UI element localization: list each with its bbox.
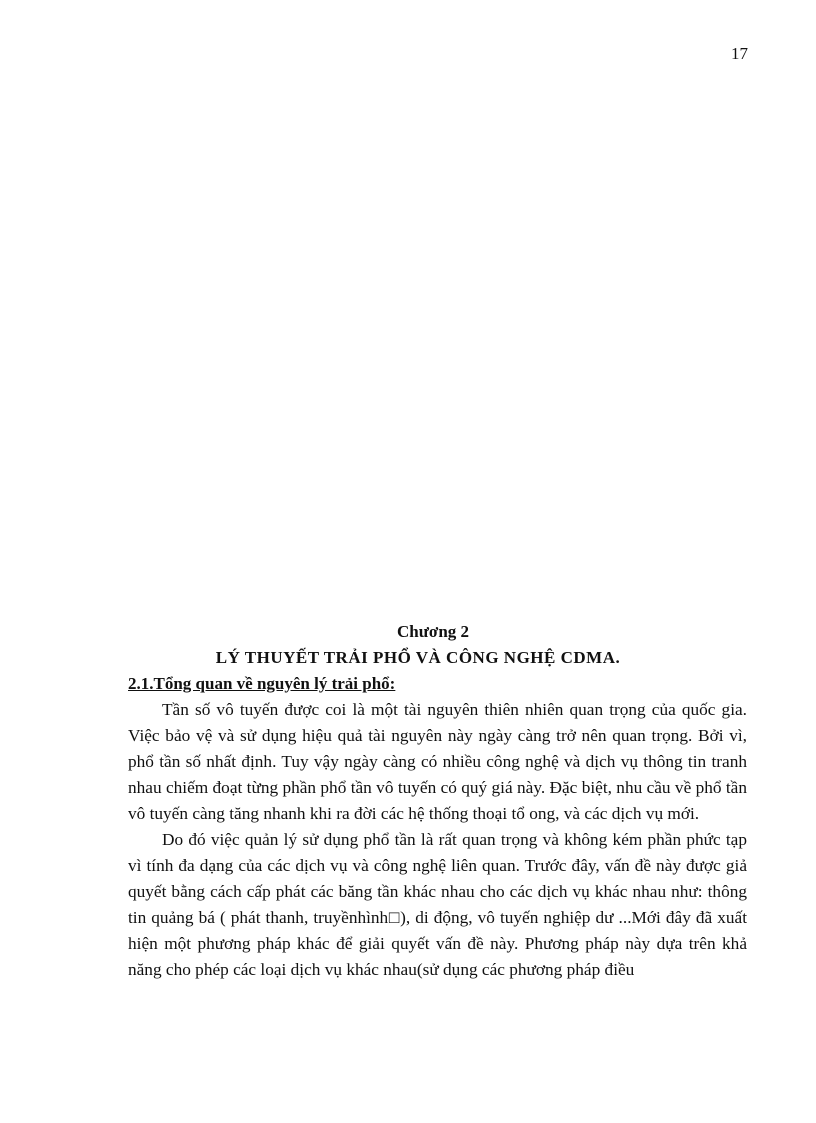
chapter-title: LÝ THUYẾT TRẢI PHỔ VÀ CÔNG NGHỆ CDMA. (215, 648, 621, 667)
section-heading: 2.1.Tổng quan về nguyên lý trải phổ: (128, 674, 396, 693)
chapter-number: Chương 2 (396, 622, 470, 641)
paragraph: Tần số vô tuyến được coi là một tài nguyên thiên nhiên quan trọng của quốc gia. Việc bảo vệ và sử dụng hiệu quả tài nguyên này ngày càng trở nên quan trọng. Bởi vì, phổ tần số nhất định. Tuy vậy ngày càng có nhiều công nghệ và dịch vụ thông tin tranh nhau chiếm đoạt từng phần phổ tần vô tuyến có quý giá này. Đặc biệt, nhu cầu về phổ tần vô tuyến càng tăng nhanh khi ra đời các hệ thống thoại tổ ong, và các dịch vụ mới. (128, 700, 747, 823)
paragraph: Do đó việc quản lý sử dụng phổ tần là rất quan trọng và không kém phần phức tạp vì tính đa dạng của các dịch vụ và công nghệ liên quan. Trước đây, vấn đề này được giả quyết bằng cách cấp phát các băng tần khác nhau cho các dịch vụ khác nhau như: thông tin quảng bá ( phát thanh, truyềnhình□), di động, vô tuyến nghiệp dư ...Mới đây đã xuất hiện một phương pháp khác để giải quyết vấn đề này. Phương pháp này dựa trên khả năng cho phép các loại dịch vụ khác nhau(sử dụng các phương pháp điều (128, 830, 747, 979)
section-body (128, 697, 747, 983)
page-number: 17 (731, 44, 748, 63)
